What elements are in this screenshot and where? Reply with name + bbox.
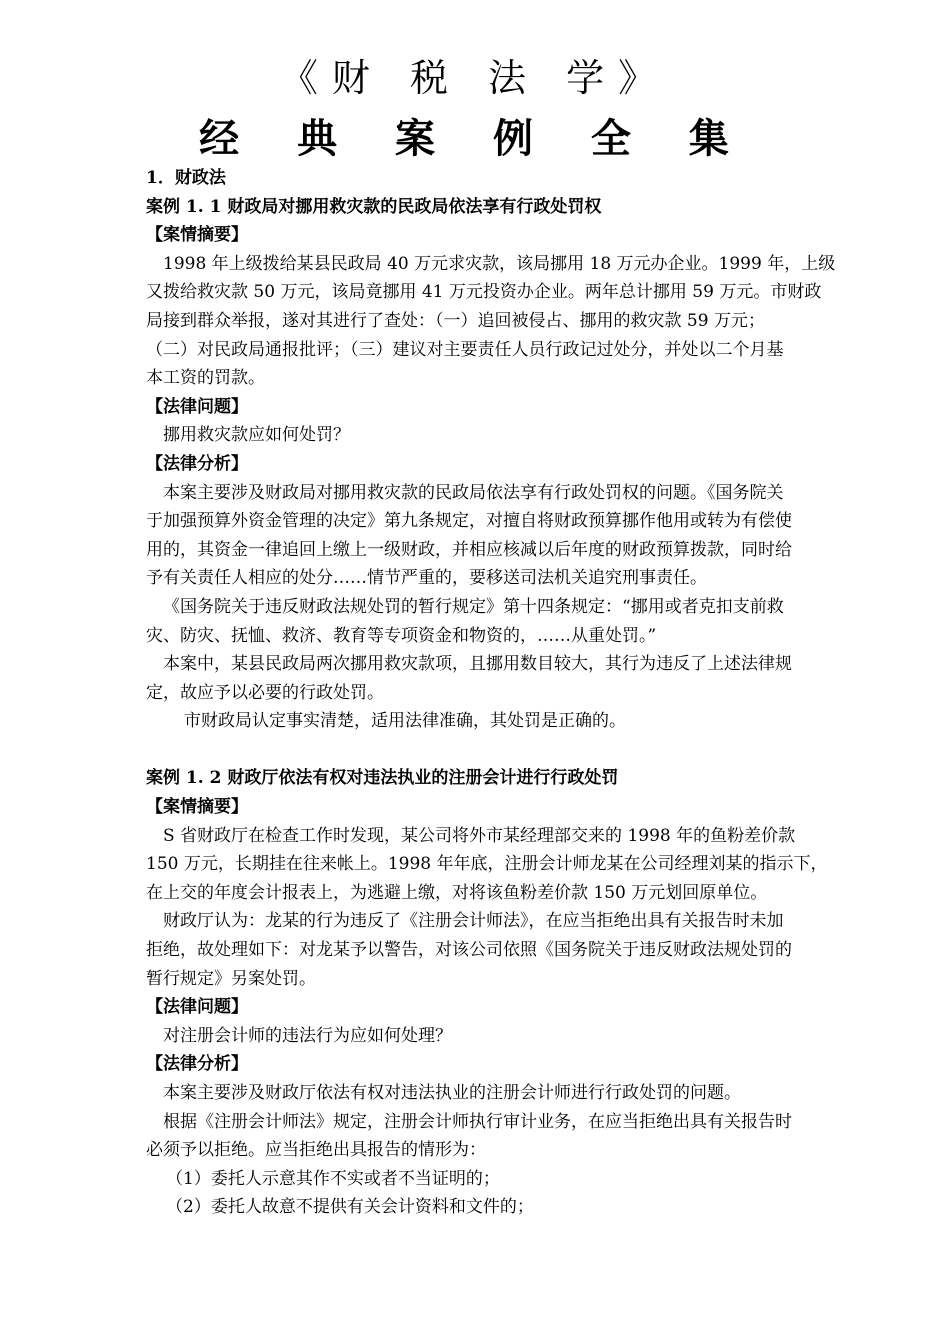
analysis-line: 本案主要涉及财政厅依法有权对违法执业的注册会计师进行行政处罚的问题。 xyxy=(163,1083,741,1103)
case-heading: 案例 1. 2 财政厅依法有权对违法执业的注册会计进行行政处罚 xyxy=(146,768,619,789)
spacer xyxy=(146,736,876,765)
analysis-line: 市财政局认定事实清楚，适用法律准确，其处罚是正确的。 xyxy=(184,711,626,732)
summary-line: 150 万元，长期挂在往来帐上。1998 年年底，注册会计师龙某在公司经理刘某的指示下， xyxy=(146,854,828,875)
summary-line: S 省财政厅在检查工作时发现，某公司将外市某经理部交来的 1998 年的鱼粉差价款 xyxy=(163,825,796,846)
section-title: 1．财政法 xyxy=(146,168,226,188)
question-label: 【法律问题】 xyxy=(146,396,248,417)
summary-line: （二）对民政局通报批评；（三）建议对主要责任人员行政记过处分，并处以二个月基 xyxy=(146,339,784,360)
analysis-line: 必须予以拒绝。应当拒绝出具报告的情形为： xyxy=(146,1140,486,1161)
question-text: 挪用救灾款应如何处罚？ xyxy=(163,425,350,446)
analysis-line: 定，故应予以必要的行政处罚。 xyxy=(146,682,384,703)
analysis-line: 本案中，某县民政局两次挪用救灾款项，且挪用数目较大，其行为违反了上述法律规 xyxy=(163,654,792,675)
summary-line: 1998 年上级拨给某县民政局 40 万元求灾款，该局挪用 18 万元办企业。1999 年，上级 xyxy=(163,253,836,274)
summary-label: 【案情摘要】 xyxy=(146,225,248,246)
summary-line: 在上交的年度会计报表上，为逃避上缴，对将该鱼粉差价款 150 万元划回原单位。 xyxy=(146,882,768,903)
summary-line: 局接到群众举报，遂对其进行了查处：（一）追回被侵占、挪用的救灾款 59 万元； xyxy=(146,310,765,331)
analysis-line: （1）委托人示意其作不实或者不当证明的； xyxy=(166,1168,500,1189)
analysis-line: 予有关责任人相应的处分……情节严重的，要移送司法机关追究刑事责任。 xyxy=(146,568,707,589)
analysis-line: 用的，其资金一律追回上缴上一级财政，并相应核减以后年度的财政预算拨款，同时给 xyxy=(146,539,792,560)
document-subtitle: 经 典 案 例 全 集 xyxy=(199,115,751,162)
summary-label: 【案情摘要】 xyxy=(146,797,248,818)
analysis-line: 根据《注册会计师法》规定，注册会计师执行审计业务，在应当拒绝出具有关报告时 xyxy=(163,1111,792,1132)
analysis-line: 《国务院关于违反财政法规处罚的暂行规定》第十四条规定：“挪用或者克扣支前救 xyxy=(163,596,784,617)
summary-line: 本工资的罚款。 xyxy=(146,368,265,389)
question-label: 【法律问题】 xyxy=(146,997,248,1018)
analysis-line: 于加强预算外资金管理的决定》第九条规定，对擅自将财政预算挪作他用或转为有偿使 xyxy=(146,511,792,532)
analysis-label: 【法律分析】 xyxy=(146,453,248,474)
question-text: 对注册会计师的违法行为应如何处理？ xyxy=(163,1025,452,1046)
summary-line: 拒绝，故处理如下：对龙某予以警告，对该公司依照《国务院关于违反财政法规处罚的 xyxy=(146,940,792,961)
summary-line: 又拨给救灾款 50 万元，该局竟挪用 41 万元投资办企业。两年总计挪用 59 万元。市财政 xyxy=(146,282,822,303)
summary-line: 暂行规定》另案处罚。 xyxy=(146,968,316,989)
analysis-line: 灾、防灾、抚恤、救济、教育等专项资金和物资的，……从重处罚。” xyxy=(146,625,657,646)
case-heading: 案例 1. 1 财政局对挪用救灾款的民政局依法享有行政处罚权 xyxy=(146,196,602,217)
analysis-line: （2）委托人故意不提供有关会计资料和文件的； xyxy=(166,1197,534,1218)
document-title: 《财 税 法 学》 xyxy=(279,56,671,100)
document-body xyxy=(146,164,876,1222)
summary-line: 财政厅认为：龙某的行为违反了《注册会计师法》，在应当拒绝出具有关报告时未加 xyxy=(163,911,784,932)
analysis-label: 【法律分析】 xyxy=(146,1054,248,1075)
analysis-line: 本案主要涉及财政局对挪用救灾款的民政局依法享有行政处罚权的问题。《国务院关 xyxy=(163,482,784,503)
